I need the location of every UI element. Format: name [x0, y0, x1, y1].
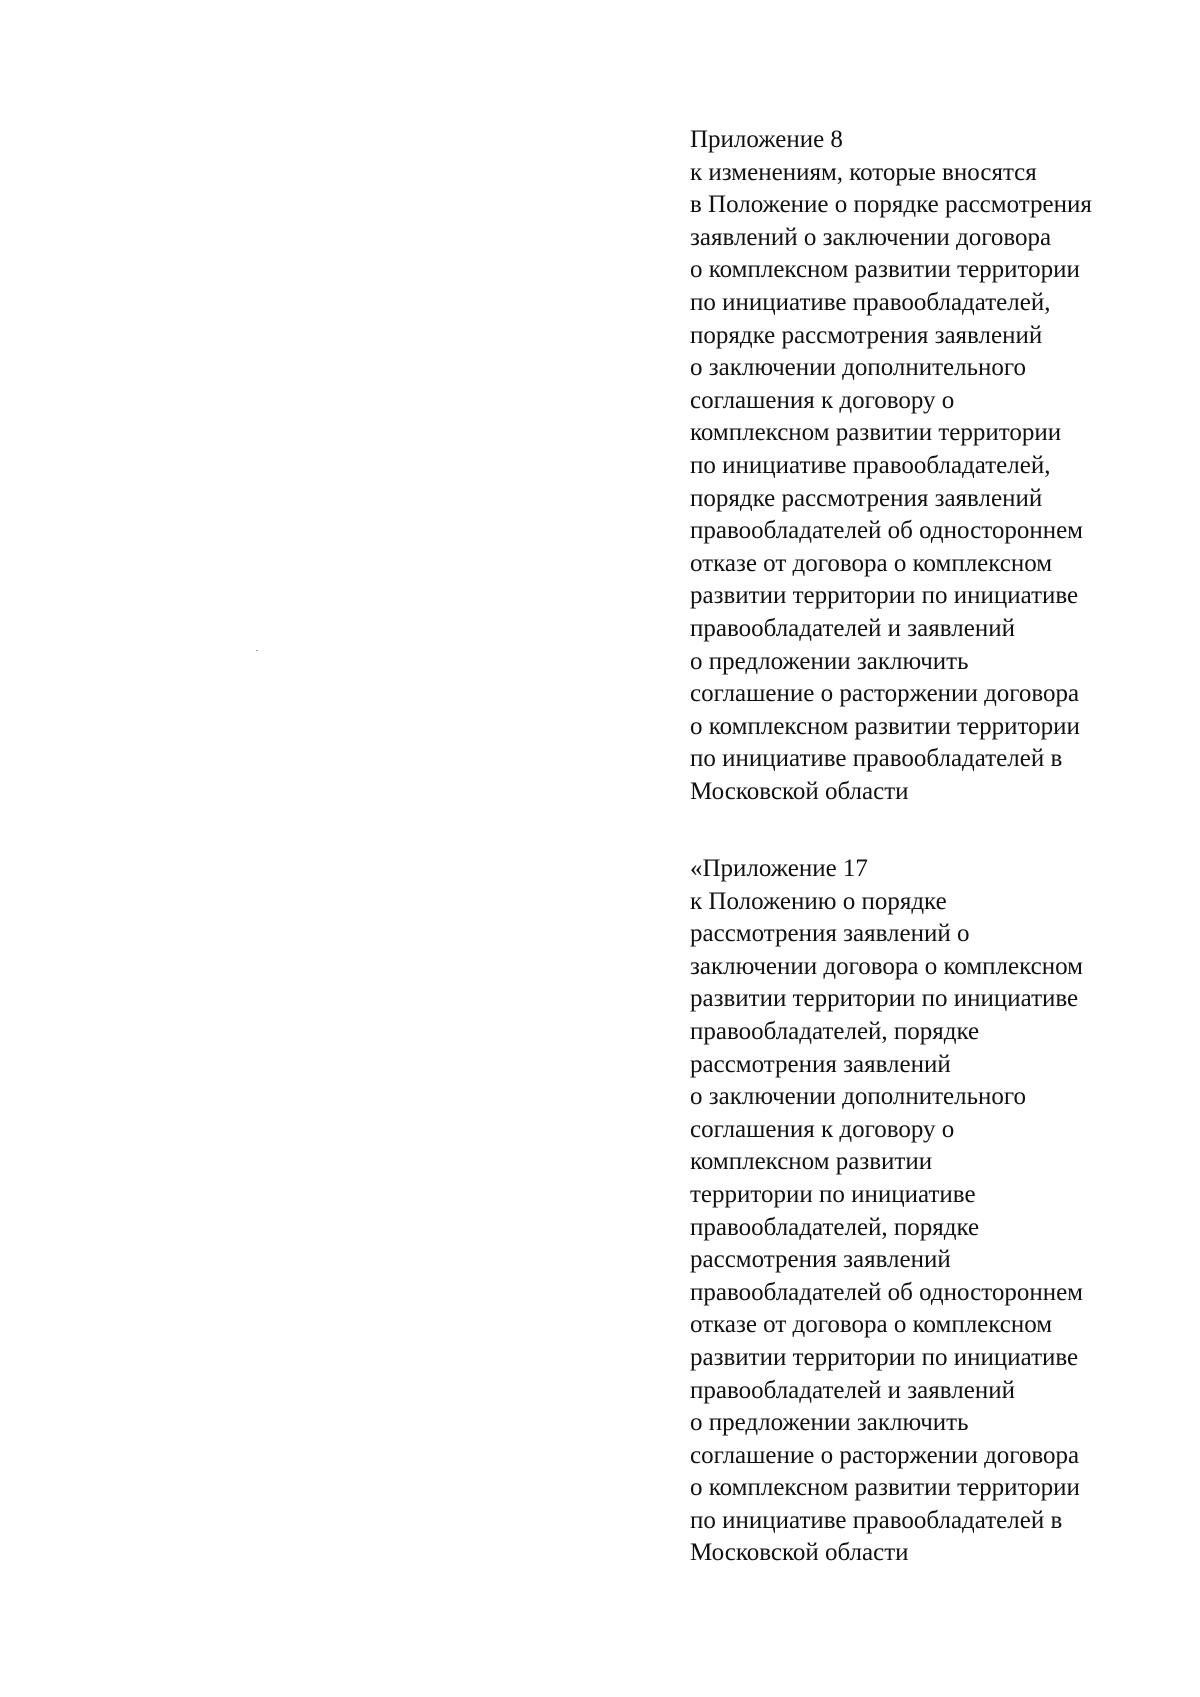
appendix-17-line: правообладателей и заявлений	[690, 1376, 1015, 1404]
appendix-8-line: о заключении дополнительного	[690, 354, 1027, 382]
appendix-17-line: Московской области	[690, 1539, 909, 1567]
appendix-17-line: рассмотрения заявлений о	[690, 920, 970, 948]
appendix-17-line: о комплексном развитии территории	[690, 1474, 1080, 1502]
appendix-8-line: о предложении заключить	[690, 647, 969, 675]
appendix-8-line: о комплексном развитии территории	[690, 256, 1080, 284]
appendix-8-line: правообладателей об одностороннем	[690, 517, 1084, 545]
appendix-8-line: комплексном развитии территории	[690, 419, 1062, 447]
appendix-17-line: развитии территории по инициативе	[690, 1343, 1079, 1371]
appendix-17-header	[690, 853, 1160, 1570]
appendix-8-header	[690, 124, 1160, 808]
appendix-17-line: развитии территории по инициативе	[690, 985, 1079, 1013]
appendix-17-line: рассмотрения заявлений	[690, 1246, 951, 1274]
appendix-17-line: правообладателей об одностороннем	[690, 1278, 1084, 1306]
appendix-8-line: порядке рассмотрения заявлений	[690, 321, 1043, 349]
appendix-17-line: о заключении дополнительного	[690, 1083, 1027, 1111]
appendix-17-line: правообладателей, порядке	[690, 1017, 980, 1045]
appendix-8-line: развитии территории по инициативе	[690, 582, 1079, 610]
appendix-8-line: соглашения к договору о	[690, 386, 955, 414]
appendix-8-line: в Положение о порядке рассмотрения	[690, 191, 1092, 219]
appendix-17-line: о предложении заключить	[690, 1409, 969, 1437]
appendix-17-line: комплексном развитии	[690, 1148, 933, 1176]
appendix-17-title: «Приложение 17	[690, 855, 868, 882]
appendix-17-line: территории по инициативе	[690, 1180, 976, 1208]
appendix-17-line: по инициативе правообладателей в	[690, 1506, 1063, 1534]
appendix-8-line: правообладателей и заявлений	[690, 614, 1015, 642]
appendix-17-line: отказе от договора о комплексном	[690, 1311, 1053, 1339]
appendix-8-line: к изменениям, которые вносятся	[690, 158, 1037, 186]
appendix-17-line: заключении договора о комплексном	[690, 952, 1083, 980]
appendix-8-line: заявлений о заключении договора	[690, 223, 1052, 251]
appendix-17-line: соглашения к договору о	[690, 1115, 955, 1143]
appendix-8-line: отказе от договора о комплексном	[690, 549, 1053, 577]
appendix-8-title: Приложение 8	[690, 126, 843, 153]
appendix-17-line: правообладателей, порядке	[690, 1213, 980, 1241]
appendix-8-line: о комплексном развитии территории	[690, 712, 1080, 740]
appendix-8-line: порядке рассмотрения заявлений	[690, 484, 1043, 512]
appendix-8-line: соглашение о расторжении договора	[690, 680, 1080, 708]
appendix-8-line: по инициативе правообладателей в	[690, 745, 1063, 773]
appendix-17-line: соглашение о расторжении договора	[690, 1441, 1080, 1469]
appendix-8-line: по инициативе правообладателей,	[690, 451, 1051, 479]
appendix-8-line: по инициативе правообладателей,	[690, 288, 1051, 316]
appendix-8-line: Московской области	[690, 777, 909, 805]
appendix-17-line: рассмотрения заявлений	[690, 1050, 951, 1078]
scan-speck	[256, 650, 258, 651]
appendix-17-line: к Положению о порядке	[690, 887, 947, 915]
